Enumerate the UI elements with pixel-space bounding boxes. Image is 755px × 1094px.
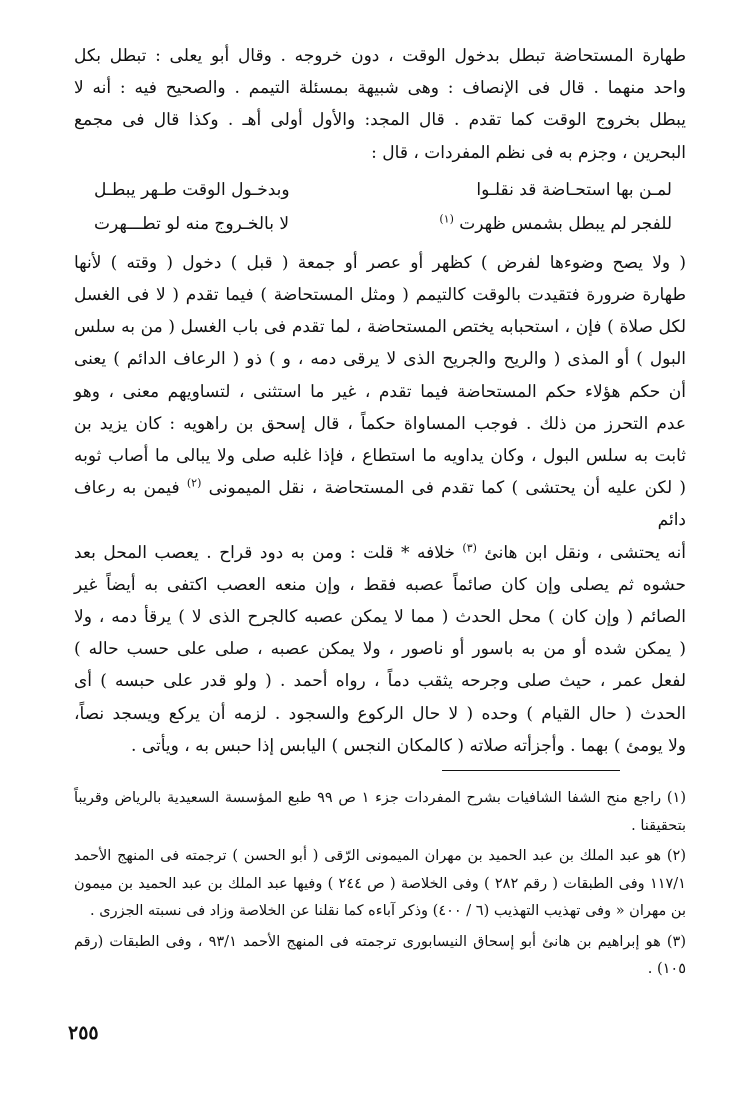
text-line: ثابت به سلس البول ، وكان يداويه ما استطاع ، فإذا غلبه صلى ولا يبالى ما أصاب ثوبه	[74, 446, 686, 467]
page-body	[74, 40, 686, 762]
text-line: ولا يومئ ) بهما . وأجزأته صلاته ( كالمكان النجس ) اليابس إذا حبس به ، ويأتى .	[131, 735, 686, 756]
text-segment: خلافه * قلت : ومن به دود قراح . يعصب المحل بعد	[74, 542, 455, 563]
footnote: (٣) هو إبراهيم بن هانئ أبو إسحاق النيسابورى ترجمته فى المنهج الأحمد ٩٣/١ ، وفى الطبقات (رقم ١٠٥) .	[74, 933, 687, 977]
footnote-marker: (٢)	[186, 476, 202, 490]
text-line: البول ) أو المذى ( والريح والجريح الذى لا يرقى دمه ، و ) ذو ( الرعاف الدائم ) يعنى	[74, 349, 686, 370]
page-number: ٢٥٥	[68, 1022, 99, 1044]
poem	[74, 173, 686, 241]
verse-first-hemistich: لمـن بها استحـاضة قد نقلـوا	[476, 179, 672, 200]
text-line: البحرين ، وجزم به فى نظم المفردات ، قال :	[371, 142, 686, 163]
main-paragraph	[74, 247, 686, 762]
footnote: (١) راجع منح الشفا الشافيات بشرح المفردات جزء ١ ص ٩٩ طبع المؤسسة السعيدية بالرياض وقريباً بتحقيقنا .	[74, 790, 686, 834]
text-line: طهارة ضرورة فتقيدت بالوقت كالتيمم ( ومثل المستحاضة ) فيما تقدم ( لا فى الغسل	[74, 285, 686, 306]
footnote-separator	[442, 770, 620, 771]
text-line: عدم التحرز من ذلك . فوجب المساواة حكماً ، قال إسحق بن راهويه : كان يزيد بن	[74, 413, 686, 434]
poem-verse	[74, 207, 686, 241]
footnote-marker: (١)	[439, 212, 454, 226]
text-line: يبطل بخروج الوقت كما تقدم . قال المجد: والأول أولى أهـ . وكذا قال فى مجمع	[74, 110, 686, 131]
text-line: طهارة المستحاضة تبطل بدخول الوقت ، دون خروجه . وقال أبو يعلى : تبطل بكل	[74, 46, 686, 66]
text-line	[74, 537, 686, 569]
footnotes	[74, 785, 686, 987]
text-line: ( ولا يصح وضوءها لفرض ) كظهر أو عصر أو جمعة ( قبل ) دخول ( وقته ) لأنها	[74, 252, 686, 273]
text-segment: أنه يحتشى ، ونقل ابن هانئ	[484, 542, 686, 563]
footnote-marker: (٣)	[462, 540, 477, 554]
text-line	[74, 472, 686, 536]
verse-first-hemistich	[439, 207, 672, 241]
text-line: واحد منهما . قال فى الإنصاف : وهى شبيهة بمسئلة التيمم . والصحيح فيه : أنه لا	[74, 78, 686, 99]
text-line: الحدث ( حال القيام ) وحده ( لا حال الركوع والسجود . لزمه أن يركع ويسجد نصاً،	[74, 703, 686, 724]
text-line: لفعل عمر ، حيث صلى وجرحه يثقب دماً ، رواه أحمد . ( ولو قدر على حبسه ) أى	[74, 671, 686, 692]
text-segment: فيمن به رعاف دائم	[74, 478, 686, 531]
text-segment: ( لكن عليه أن يحتشى ) كما تقدم فى المستحاضة ، نقل الميمونى	[208, 478, 687, 499]
verse-second-hemistich: لا بالخـروج منه لو تطـــهرت	[94, 213, 290, 234]
footnote: (٢) هو عبد الملك بن عبد الحميد بن مهران الميمونى الرّقى ( أبو الحسن ) ترجمته فى المنهج الأحمد ١١٧/١ وفى الطبقات ( رقم ٢٨٢ ) وفى الخلاصة ( ص ٢٤٤ ) وفيها عبد الملك بن عبد الحميد بن ميمون بن مهران « وفى تهذيب التهذيب (٦ / ٤٠٠) وذكر آباءه كما نقلنا عن الخلاصة وزاد فى نسبته الجزرى .	[74, 848, 686, 919]
text-line: حشوه ثم يصلى وإن كان صائماً عصبه فقط ، وإن منعه العصب اكتفى به أيضاً غير	[74, 574, 686, 595]
verse-text: للفجر لم يبطل بشمس ظهرت	[459, 213, 672, 234]
text-line: الصائم ( وإن كان ) محل الحدث ( مما لا يمكن عصبه كالجرح الذى لا ) يرقأ دمه ، ولا	[74, 607, 686, 628]
text-line: ( يمكن شده أو من به باسور أو ناصور ، ولا يمكن عصبه ، صلى على حسب حاله )	[74, 639, 686, 660]
text-line: لكل صلاة ) فإن ، استحبابه يختص المستحاضة ، لما تقدم فى باب الغسل ( من به سلس	[74, 317, 686, 338]
text-line: أن حكم هؤلاء حكم المستحاضة فيما تقدم ، غير ما استثنى ، لتساويهم معنى ، وهو	[74, 381, 686, 402]
intro-paragraph	[74, 40, 686, 169]
verse-second-hemistich: وبدخـول الوقت طـهر يبطـل	[94, 179, 290, 200]
poem-verse	[74, 173, 686, 207]
